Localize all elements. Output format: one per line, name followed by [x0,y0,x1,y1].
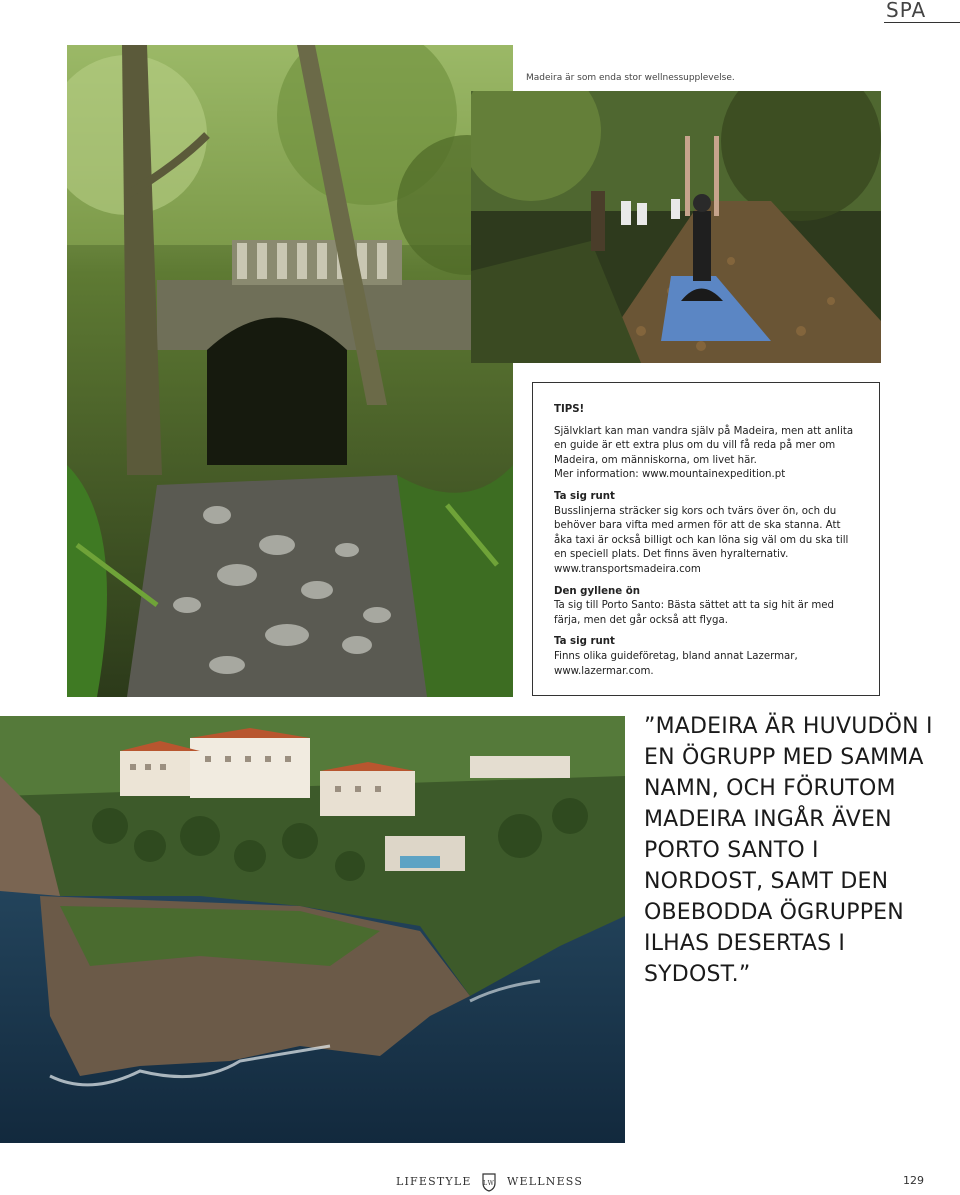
crest-icon [481,1172,497,1192]
section-label: SPA [884,0,960,23]
page-number: 129 [903,1174,924,1187]
tips-box [532,382,880,696]
pull-quote: ”MADEIRA ÄR HUVUDÖN I EN ÖGRUPP MED SAMMA NAMN, OCH FÖRUTOM MADEIRA INGÅR ÄVEN PORTO SANTO I NORDOST, SAMT DEN OBEBODDA ÖGRUPPEN ILHAS DESERTAS I SYDOST.” [644,714,933,987]
tips-section2-text: Ta sig till Porto Santo: Bästa sättet att ta sig hit är med färja, men det går också att flyga. [554,600,835,626]
tips-section3-heading: Ta sig runt [554,636,615,648]
footer [0,1163,960,1193]
coast-hotel-photo [0,716,625,1143]
photo-caption: Madeira är som enda stor wellnessupplevelse. [526,73,735,83]
yoga-photo [471,91,881,363]
svg-text:LW: LW [483,1180,496,1187]
tips-title: TIPS! [554,404,585,415]
forest-bridge-photo [67,45,513,697]
brand-right-text: WELLNESS [507,1175,584,1188]
tips-section2-heading: Den gyllene ön [554,585,640,597]
tips-intro: Självklart kan man vandra själv på Madeira, men att anlita en guide är ett extra plus om du vill få reda på mer om Madeira, om människorna, om livet här. [554,425,854,466]
brand-left-text: LIFESTYLE [396,1175,472,1188]
tips-section3-text: Finns olika guideföretag, bland annat Lazermar, www.lazermar.com. [554,650,798,677]
tips-section1-text: Busslinjerna sträcker sig kors och tvärs över ön, och du behöver bara vifta med armen för att de ska stanna. Att åka taxi är också billigt och kan löna sig väl om du ska till en speciell plats. Det finns även hyralternativ. www.transportsmadeira.com [554,505,849,575]
tips-intro-link[interactable]: Mer information: www.mountainexpedition.pt [554,469,786,481]
tips-section1-heading: Ta sig runt [554,490,615,502]
footer-brand [396,1172,583,1192]
